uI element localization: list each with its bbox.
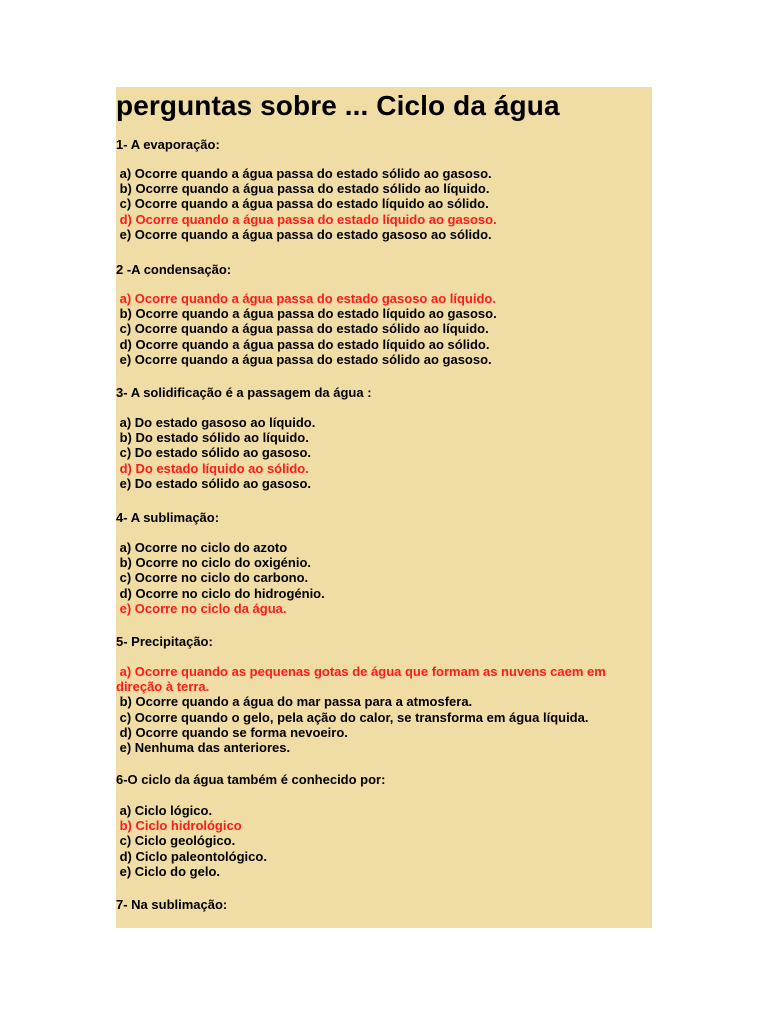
answer-option: c) Ocorre quando o gelo, pela ação do calor, se transforma em água líquida. (116, 709, 589, 725)
answer-option: a) Ocorre quando a água passa do estado sólido ao gasoso. (116, 166, 492, 181)
answer-option: b) Ocorre quando a água passa do estado líquido ao gasoso. (116, 306, 497, 322)
answer-option: b) Ocorre quando a água passa do estado sólido ao líquido. (116, 181, 490, 197)
option-list (116, 540, 652, 616)
option-list (116, 415, 652, 491)
answer-option: d) Ocorre no ciclo do hidrogénio. (116, 585, 325, 601)
question-label: 2 -A condensação: (116, 262, 232, 277)
answer-option: e) Ciclo do gelo. (116, 863, 221, 879)
answer-option: b) Do estado sólido ao líquido. (116, 430, 309, 446)
option-list (116, 166, 652, 242)
correct-answer-option: a) Ocorre quando as pequenas gotas de água que formam as nuvens caem em direção à terra. (116, 664, 610, 695)
option-list (116, 664, 652, 755)
answer-option: e) Ocorre quando a água passa do estado gasoso ao sólido. (116, 226, 492, 242)
answer-option: e) Nenhuma das anteriores. (116, 740, 291, 756)
answer-option: d) Ciclo paleontológico. (116, 848, 267, 864)
correct-answer-option: d) Ocorre quando a água passa do estado líquido ao gasoso. (116, 211, 497, 227)
answer-option: e) Ocorre quando a água passa do estado sólido ao gasoso. (116, 351, 492, 367)
answer-option: c) Do estado sólido ao gasoso. (116, 445, 312, 461)
option-list (116, 803, 652, 879)
answer-option: b) Ocorre quando a água do mar passa para a atmosfera. (116, 694, 473, 710)
answer-option: c) Ciclo geológico. (116, 833, 236, 849)
correct-answer-option: d) Do estado líquido ao sólido. (116, 460, 309, 476)
question-label: 5- Precipitação: (116, 634, 213, 649)
correct-answer-option: e) Ocorre no ciclo da água. (116, 600, 287, 616)
answer-option: a) Ocorre no ciclo do azoto (116, 540, 288, 555)
question-label: 6-O ciclo da água também é conhecido por: (116, 772, 386, 787)
answer-option: a) Ciclo lógico. (116, 803, 213, 818)
answer-option: c) Ocorre quando a água passa do estado sólido ao líquido. (116, 321, 489, 337)
answer-option: e) Do estado sólido ao gasoso. (116, 475, 312, 491)
answer-option: d) Ocorre quando a água passa do estado líquido ao sólido. (116, 336, 490, 352)
answer-option: c) Ocorre no ciclo do carbono. (116, 570, 309, 586)
option-list (116, 291, 652, 367)
document-page (116, 87, 652, 928)
question-label: 1- A evaporação: (116, 137, 220, 152)
question-label: 4- A sublimação: (116, 510, 220, 525)
page-title: perguntas sobre ... Ciclo da água (116, 90, 560, 121)
correct-answer-option: b) Ciclo hidrológico (116, 818, 242, 834)
question-label: 7- Na sublimação: (116, 897, 228, 912)
answer-option: c) Ocorre quando a água passa do estado líquido ao sólido. (116, 196, 489, 212)
question-label: 3- A solidificação é a passagem da água : (116, 385, 372, 400)
answer-option: d) Ocorre quando se forma nevoeiro. (116, 724, 348, 740)
answer-option: a) Do estado gasoso ao líquido. (116, 415, 316, 430)
correct-answer-option: a) Ocorre quando a água passa do estado gasoso ao líquido. (116, 291, 496, 306)
answer-option: b) Ocorre no ciclo do oxigénio. (116, 555, 312, 571)
